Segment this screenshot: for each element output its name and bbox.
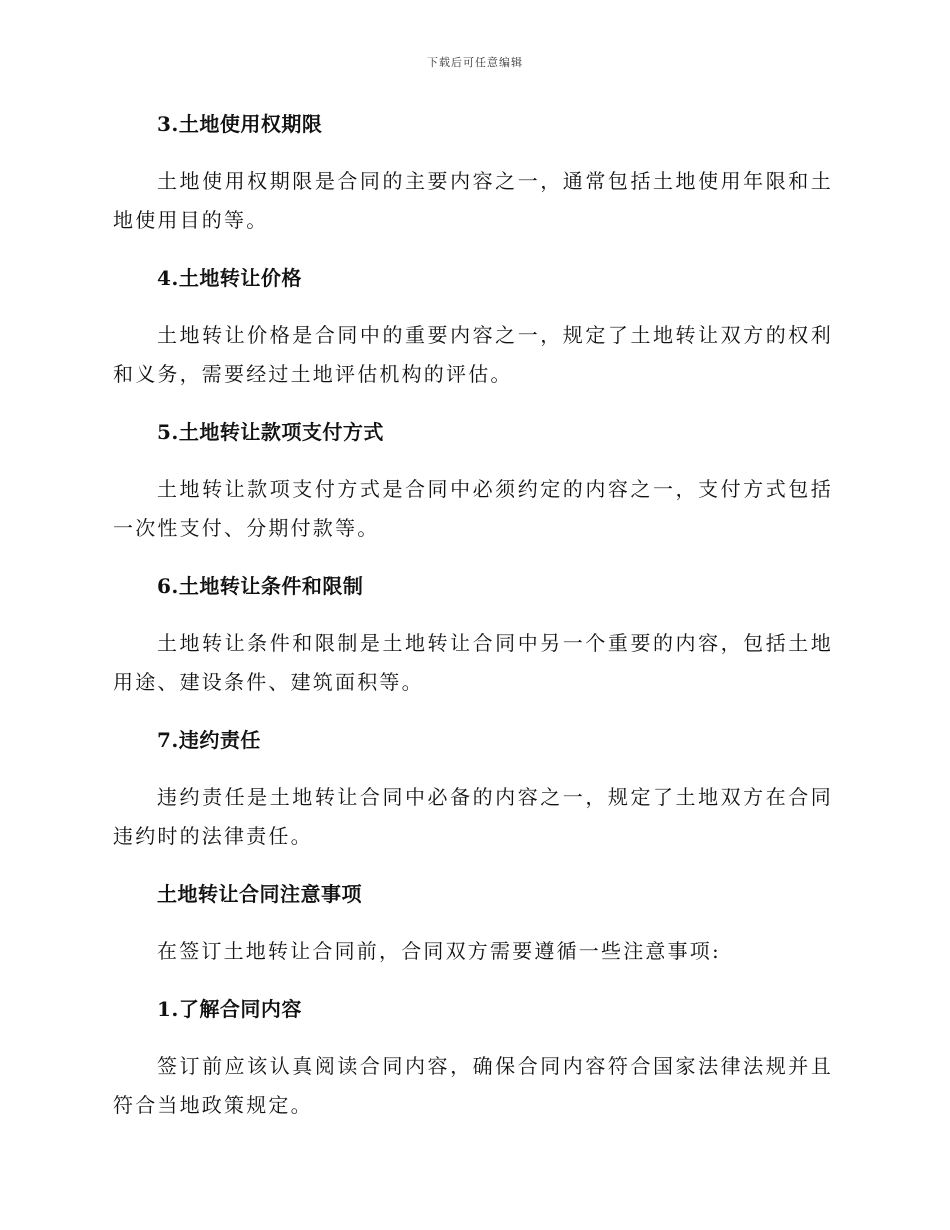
section-heading-transfer-price: 4.土地转让价格 <box>157 266 302 290</box>
paragraph-understand-contract: 签订前应该认真阅读合同内容，确保合同内容符合国家法律法规并且符合当地政策规定。 <box>113 1054 833 1117</box>
paragraph-conditions-restrictions: 土地转让条件和限制是土地转让合同中另一个重要的内容，包括土地用途、建设条件、建筑面积等。 <box>113 631 833 694</box>
paragraph-breach-liability: 违约责任是土地转让合同中必备的内容之一，规定了土地双方在合同违约时的法律责任。 <box>113 785 833 848</box>
section-heading-payment-method: 5.土地转让款项支付方式 <box>157 420 384 444</box>
section-heading-precautions: 土地转让合同注意事项 <box>157 882 362 906</box>
paragraph-transfer-price: 土地转让价格是合同中的重要内容之一，规定了土地转让双方的权利和义务，需要经过土地评估机构的评估。 <box>113 323 833 386</box>
section-heading-breach-liability: 7.违约责任 <box>157 728 261 752</box>
paragraph-land-use-term: 土地使用权期限是合同的主要内容之一，通常包括土地使用年限和土地使用目的等。 <box>113 169 833 232</box>
page-header: 下载后可任意编辑 <box>427 56 523 69</box>
section-heading-understand-contract: 1.了解合同内容 <box>157 997 302 1021</box>
paragraph-payment-method: 土地转让款项支付方式是合同中必须约定的内容之一，支付方式包括一次性支付、分期付款等。 <box>113 477 833 540</box>
section-heading-land-use-term: 3.土地使用权期限 <box>157 112 323 136</box>
paragraph-precautions-intro: 在签订土地转让合同前，合同双方需要遵循一些注意事项: <box>157 939 721 963</box>
section-heading-conditions-restrictions: 6.土地转让条件和限制 <box>157 574 364 598</box>
document-body <box>113 108 833 1147</box>
